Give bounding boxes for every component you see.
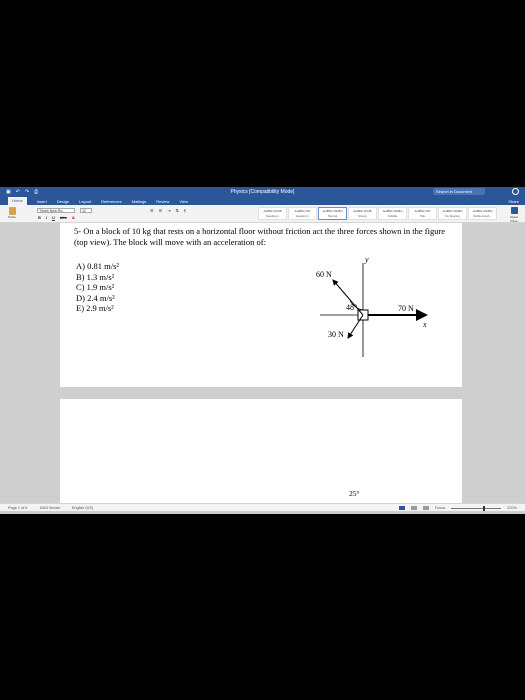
answer-option: C) 1.9 m/s² xyxy=(76,282,115,292)
page-count[interactable]: Page 1 of 6 xyxy=(8,506,28,510)
style-option[interactable]: AaBbCcDdEe No Spacing xyxy=(438,207,467,220)
style-option[interactable]: AaBbCcDc Heading 1 xyxy=(288,207,317,220)
zoom-slider[interactable] xyxy=(451,508,501,509)
italic-icon[interactable]: I xyxy=(45,215,48,220)
document-page[interactable] xyxy=(60,223,462,387)
strikethrough-icon[interactable]: abc xyxy=(59,215,67,220)
format-buttons xyxy=(38,215,75,220)
ribbon-tab-bar xyxy=(0,197,525,205)
force-30-arrow xyxy=(348,315,363,338)
zoom-knob[interactable] xyxy=(483,506,485,511)
styles-pane-button[interactable] xyxy=(507,207,521,223)
styles-gallery xyxy=(258,207,497,220)
language[interactable]: English (US) xyxy=(71,506,94,510)
title-bar xyxy=(0,187,525,197)
status-bar xyxy=(0,503,525,511)
document-page-2[interactable] xyxy=(60,399,462,503)
axis-x-label: x xyxy=(423,320,427,329)
web-layout-view-button[interactable] xyxy=(411,506,417,510)
page2-angle-label: 25° xyxy=(349,489,360,498)
force-diagram xyxy=(300,253,440,359)
underline-icon[interactable]: U xyxy=(52,215,55,220)
tab-view[interactable]: View xyxy=(179,198,189,204)
bullets-icon[interactable]: ☰ xyxy=(150,208,154,213)
outline-view-button[interactable] xyxy=(423,506,429,510)
axis-y-label: y xyxy=(365,255,369,264)
force-60-label: 60 N xyxy=(316,270,332,279)
answer-option: B) 1.3 m/s² xyxy=(76,271,115,282)
styles-pane-label: Styles Pane xyxy=(509,215,519,223)
account-icon[interactable] xyxy=(512,188,519,195)
sort-icon[interactable]: ⇅ xyxy=(175,208,179,213)
document-area xyxy=(0,223,525,503)
answer-option: A) 0.81 m/s² xyxy=(76,261,119,271)
window-title: Physics [Compatibility Mode] xyxy=(230,189,295,195)
font-name-select[interactable]: Times New Ro... xyxy=(37,208,75,213)
force-30-label: 30 N xyxy=(328,330,344,339)
focus-button[interactable]: Focus xyxy=(434,506,446,510)
question-text: 5- On a block of 10 kg that rests on a horizontal floor without friction act the three forces shown in the figure (top view). The block will move with an acceleration of: xyxy=(74,226,446,247)
zoom-level[interactable]: 220% xyxy=(507,506,517,510)
tab-insert[interactable]: Insert xyxy=(36,198,47,204)
style-option[interactable]: AaBbCcDc Title xyxy=(408,207,437,220)
search-input[interactable]: Search in Document xyxy=(433,188,485,195)
force-70-label: 70 N xyxy=(398,304,414,313)
tab-review[interactable]: Review xyxy=(156,198,170,204)
paste-label: Paste xyxy=(8,215,16,219)
style-option-selected[interactable]: AaBbCcDdEe Normal xyxy=(318,207,347,220)
font-size-select[interactable]: 12 xyxy=(80,208,92,213)
tab-design[interactable]: Design xyxy=(56,198,70,204)
tab-home[interactable]: Home xyxy=(8,197,27,205)
answer-list xyxy=(76,261,119,314)
answer-option: D) 2.4 m/s² xyxy=(76,292,115,303)
style-option[interactable]: AaBbCcDdE Strong xyxy=(348,207,377,220)
paragraph-buttons xyxy=(150,208,186,213)
print-icon[interactable]: ⎙ xyxy=(34,189,39,195)
style-option[interactable]: AaBbCcDdEe Subtle Emph... xyxy=(468,207,497,220)
share-button[interactable]: Share xyxy=(508,199,519,204)
clipboard-icon xyxy=(9,207,16,215)
ribbon xyxy=(0,205,525,223)
tab-layout[interactable]: Layout xyxy=(79,198,92,204)
print-layout-view-button[interactable] xyxy=(399,506,405,510)
numbering-icon[interactable]: ☰ xyxy=(158,208,163,213)
indent-icon[interactable]: ⇥ xyxy=(167,208,171,213)
style-option[interactable]: AaBbCcDdE Heading 1 xyxy=(258,207,287,220)
redo-icon[interactable]: ↷ xyxy=(24,189,30,195)
bold-icon[interactable]: B xyxy=(38,215,41,220)
answer-option: E) 2.9 m/s² xyxy=(76,303,114,313)
style-option[interactable]: AaBbCcDdEe Subtitle xyxy=(378,207,407,220)
font-color-icon[interactable]: A xyxy=(71,215,75,220)
word-count[interactable]: 1653 Words xyxy=(39,506,60,510)
tab-references[interactable]: References xyxy=(101,198,122,204)
undo-icon[interactable]: ↶ xyxy=(15,189,20,195)
word-window xyxy=(0,187,525,514)
save-icon[interactable]: ▣ xyxy=(6,189,11,195)
paste-button[interactable] xyxy=(6,207,18,220)
tab-mailings[interactable]: Mailings xyxy=(131,198,147,204)
angle-48-label: 48° xyxy=(346,303,358,312)
styles-pane-icon xyxy=(511,207,518,214)
pilcrow-icon[interactable]: ¶ xyxy=(183,208,187,213)
